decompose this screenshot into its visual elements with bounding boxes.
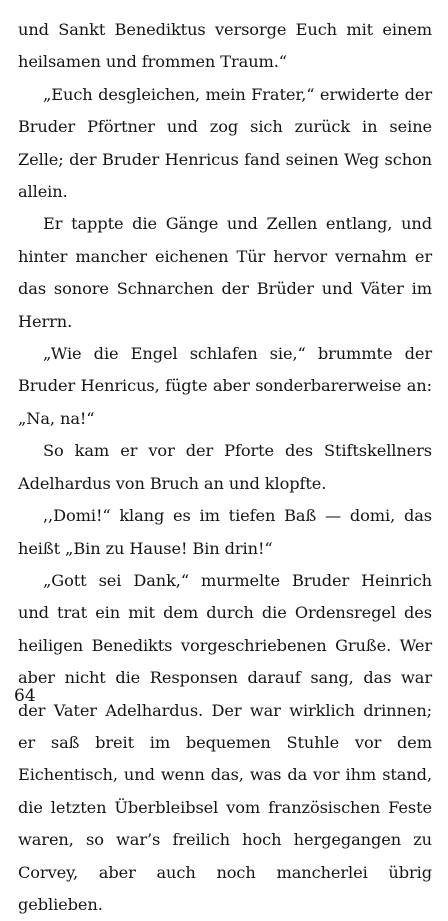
paragraph: So kam er vor der Pforte des Stiftskellners Adelhardus von Bruch an und klopfte. xyxy=(18,441,432,493)
paragraph: „Euch desgleichen, mein Frater,“ erwiderte der Bruder Pförtner und zog sich zurück in seine Zelle; der Bruder Henricus fand seinen Weg schon allein. xyxy=(18,84,432,202)
paragraph: Er tappte die Gänge und Zellen entlang, und hinter mancher eichenen Tür hervor vernahm er das sonore Schnarchen der Brüder und Väter im Herrn. xyxy=(18,214,432,331)
page-number: 64 xyxy=(14,686,36,706)
paragraph-continuation: und Sankt Benediktus versorge Euch mit einem heilsamen und frommen Traum.“ xyxy=(18,20,432,72)
paragraph: „Wie die Engel schlafen sie,“ brummte der Bruder Henricus, fügte aber sonderbarerweise an: „Na, na!“ xyxy=(18,344,432,428)
paragraph: „Gott sei Dank,“ murmelte Bruder Heinrich und trat ein mit dem durch die Ordensregel des heiligen Benedikts vorgeschriebenen Gruße. Wer aber nicht die Responsen darauf sang, das war der Vater Adelhardus. Der war wirklich drinnen; er saß breit im bequemen Stuhle vor dem Eichentisch, und wenn das, was da vor ihm stand, die letzten Überbleibsel vom französischen Feste waren, so war’s freilich hoch hergegangen zu Corvey, aber auch noch mancherlei übrig geblieben. xyxy=(18,570,432,914)
paragraph: ,,Domi!“ klang es im tiefen Baß — domi, das heißt „Bin zu Hause! Bin drin!“ xyxy=(18,506,432,558)
book-page-text xyxy=(18,14,432,921)
